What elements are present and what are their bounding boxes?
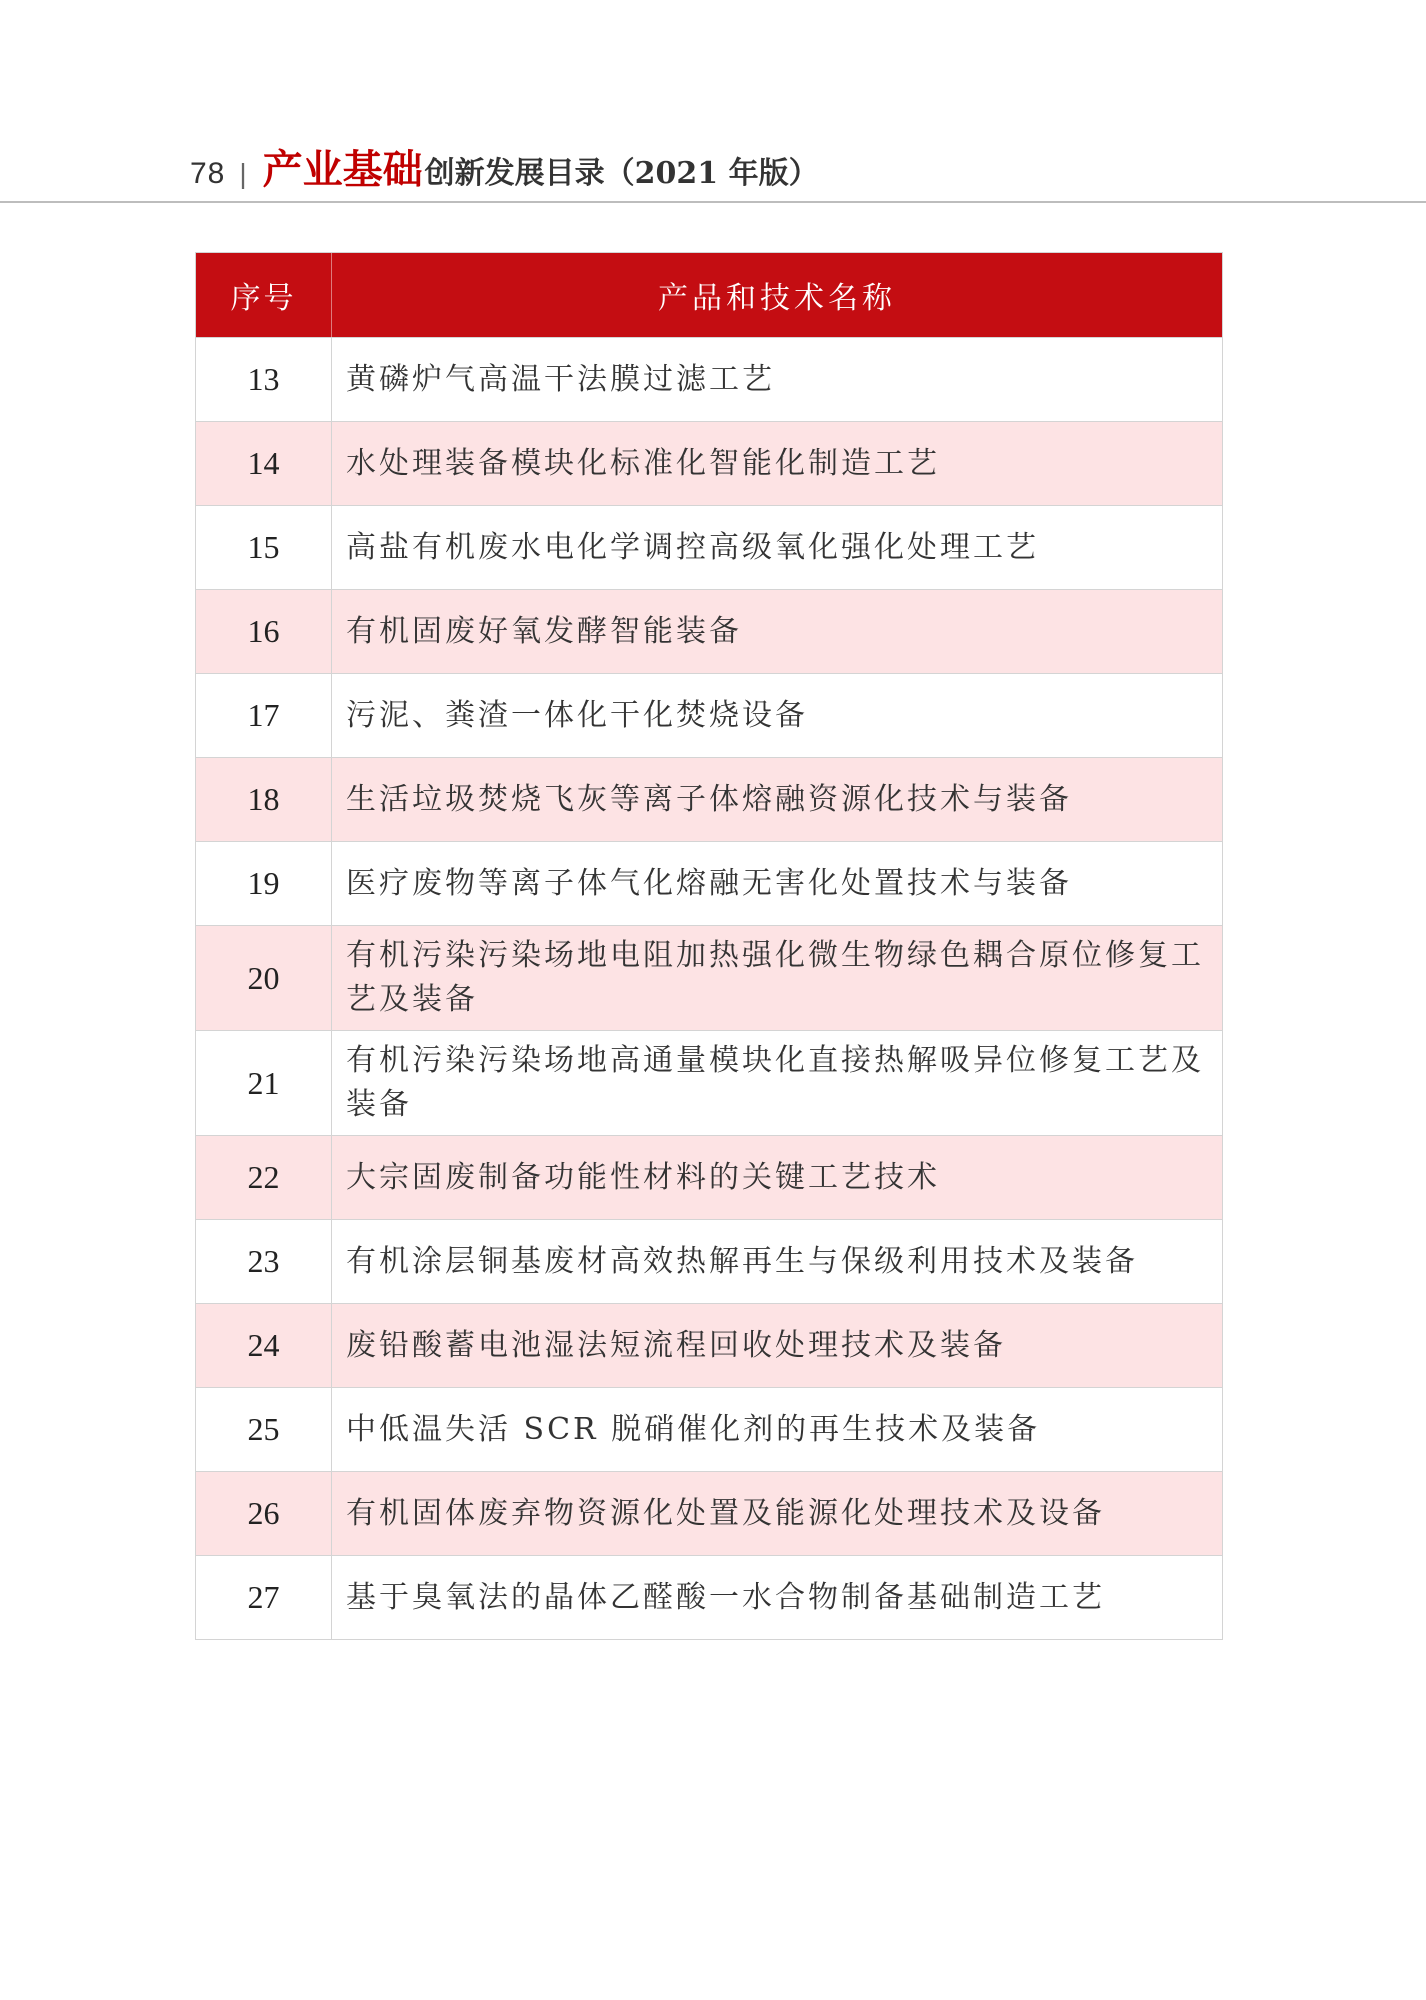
row-number: 22 xyxy=(196,1136,332,1219)
table-row xyxy=(196,1030,1222,1135)
table-row xyxy=(196,1387,1222,1471)
header-divider xyxy=(0,201,1426,203)
row-name: 中低温失活 SCR 脱硝催化剂的再生技术及装备 xyxy=(346,1411,1041,1447)
row-name: 大宗固废制备功能性材料的关键工艺技术 xyxy=(346,1159,940,1195)
row-name: 有机污染污染场地高通量模块化直接热解吸异位修复工艺及装备 xyxy=(346,1043,1204,1122)
row-name: 高盐有机废水电化学调控高级氧化强化处理工艺 xyxy=(346,529,1039,565)
row-number: 13 xyxy=(196,338,332,421)
table-row xyxy=(196,505,1222,589)
row-number: 20 xyxy=(196,926,332,1030)
table-row xyxy=(196,673,1222,757)
table-row xyxy=(196,589,1222,673)
table-row xyxy=(196,1555,1222,1639)
column-header-name: 产品和技术名称 xyxy=(658,281,896,316)
row-name: 水处理装备模块化标准化智能化制造工艺 xyxy=(346,445,940,481)
table-row xyxy=(196,925,1222,1030)
column-header-number: 序号 xyxy=(196,253,332,337)
table-header xyxy=(196,253,1222,337)
row-number: 25 xyxy=(196,1388,332,1471)
table-row xyxy=(196,841,1222,925)
table-row xyxy=(196,1219,1222,1303)
table-row xyxy=(196,1471,1222,1555)
table-row xyxy=(196,1135,1222,1219)
row-name: 有机涂层铜基废材高效热解再生与保级利用技术及装备 xyxy=(346,1243,1138,1279)
row-name: 医疗废物等离子体气化熔融无害化处置技术与装备 xyxy=(346,865,1072,901)
row-number: 14 xyxy=(196,422,332,505)
row-name: 污泥、粪渣一体化干化焚烧设备 xyxy=(346,697,808,733)
catalog-table xyxy=(195,252,1223,1640)
row-number: 17 xyxy=(196,674,332,757)
row-number: 23 xyxy=(196,1220,332,1303)
row-number: 18 xyxy=(196,758,332,841)
table-row xyxy=(196,421,1222,505)
row-number: 16 xyxy=(196,590,332,673)
running-header xyxy=(190,138,819,194)
table-row xyxy=(196,1303,1222,1387)
book-title-rest: 创新发展目录（2021 年版） xyxy=(424,156,819,191)
row-number: 21 xyxy=(196,1031,332,1135)
row-number: 15 xyxy=(196,506,332,589)
page-number: 78 xyxy=(190,157,226,190)
header-separator: | xyxy=(239,158,247,189)
row-name: 基于臭氧法的晶体乙醛酸一水合物制备基础制造工艺 xyxy=(346,1579,1105,1615)
row-name: 有机污染污染场地电阻加热强化微生物绿色耦合原位修复工艺及装备 xyxy=(346,938,1204,1017)
row-number: 26 xyxy=(196,1472,332,1555)
row-name: 废铅酸蓄电池湿法短流程回收处理技术及装备 xyxy=(346,1327,1006,1363)
table-row xyxy=(196,757,1222,841)
row-number: 19 xyxy=(196,842,332,925)
row-number: 24 xyxy=(196,1304,332,1387)
row-name: 有机固废好氧发酵智能装备 xyxy=(346,613,742,649)
row-name: 生活垃圾焚烧飞灰等离子体熔融资源化技术与装备 xyxy=(346,781,1072,817)
table-row xyxy=(196,337,1222,421)
book-title-highlight: 产业基础 xyxy=(262,146,423,193)
row-name: 黄磷炉气高温干法膜过滤工艺 xyxy=(346,361,775,397)
row-number: 27 xyxy=(196,1556,332,1639)
row-name: 有机固体废弃物资源化处置及能源化处理技术及设备 xyxy=(346,1495,1105,1531)
